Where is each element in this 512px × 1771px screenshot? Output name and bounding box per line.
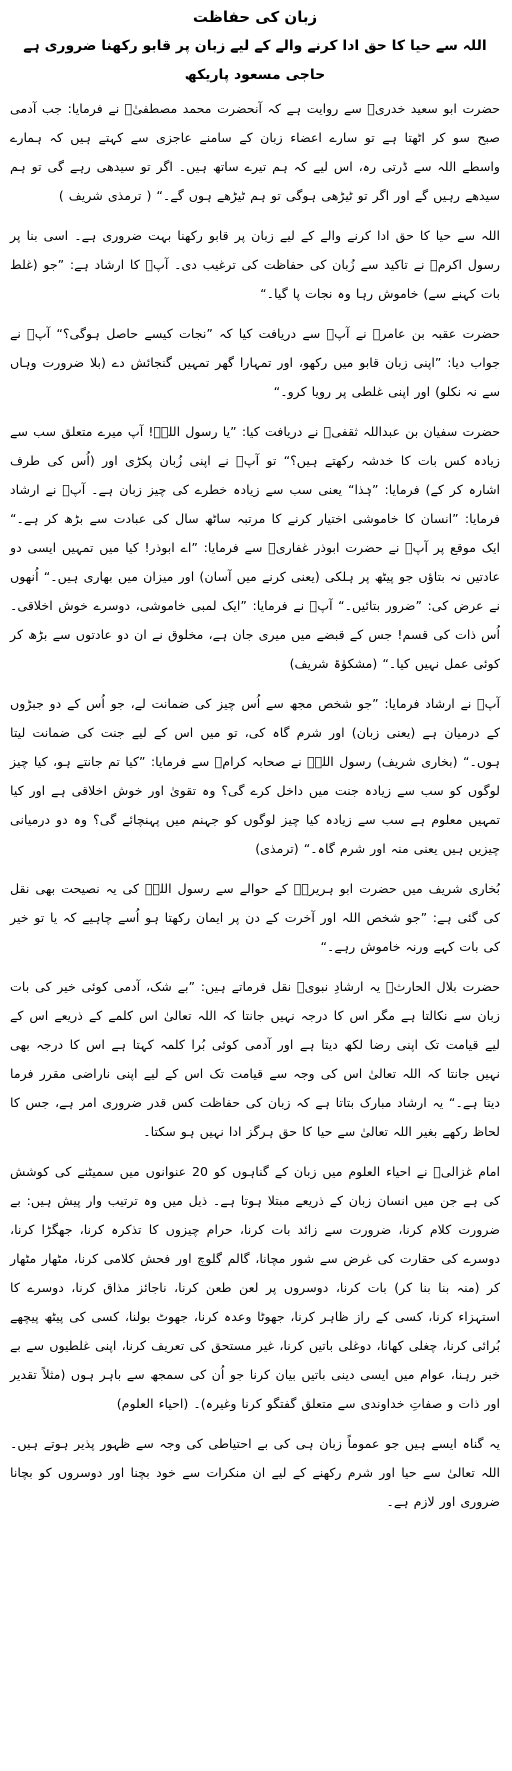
article-author: حاجی مسعود پاریکھ (184, 67, 326, 83)
paragraph-2: اللہ سے حیا کا حق ادا کرنے والے کے لیے زبان پر قابو رکھنا بہت ضروری ہے۔ اسی بنا پر رسول اکرمؐ نے تاکید سے زُبان کی حفاظت کی ترغیب دی۔ آپؐ کا ارشاد ہے: ”جو (غلط بات کہنے سے) خاموش رہا وہ نجات پا گیا۔“ (10, 228, 500, 301)
paragraph-8: امام غزالیؒ نے احیاء العلوم میں زبان کے گناہوں کو 20 عنوانوں میں سمیٹنے کی کوشش کی ہے جن میں انسان زبان کے ذریعے مبتلا ہوتا ہے۔ ذیل میں وہ ترتیب وار پیش ہیں: بے ضرورت کلام کرنا، ضرورت سے زائد بات کرنا، حرام چیزوں کا تذکرہ کرنا، جھگڑا کرنا، دوسرے کی حقارت کی غرض سے شور مچانا، گالم گلوچ اور فحش کلامی کرنا، مٹھار مٹھار کر (منہ بنا بنا کر) بات کرنا، دوسروں پر لعن طعن کرنا، ناجائز مذاق کرنا، دوسرے کا استہزاء کرنا، کسی کے راز ظاہر کرنا، جھوٹا وعدہ کرنا، جھوٹ بولنا، کسی کی پیٹھ پیچھے بُرائی کرنا، چغلی کھانا، دوغلی باتیں کرنا، غیر مستحق کی تعریف کرنا، اپنی غلطیوں سے بے خبر رہنا، عوام میں ایسی دینی باتیں بیان کرنا جو اُن کی سمجھ سے باہر ہوں (مثلاً تقدیر اور ذات و صفاتِ خداوندی سے متعلق گفتگو کرنا وغیرہ)۔ (احیاء العلوم) (10, 1164, 500, 1411)
paragraph-5: آپؐ نے ارشاد فرمایا: ”جو شخص مجھ سے اُس چیز کی ضمانت لے، جو اُس کے دو جبڑوں کے درمیان ہے (یعنی زبان) اور شرم گاہ کی، تو میں اس کے لیے جنت کی ضمانت لیتا ہوں۔“ (بخاری شریف) رسول اللہؐ نے صحابہ کرامؓ سے فرمایا: ”کیا تم جانتے ہو، کیا چیز لوگوں کو سب سے زیادہ جنت میں داخل کرے گی؟ وہ تقویٰ اور خوش اخلاقی ہے اور کیا تمہیں معلوم ہے سب سے زیادہ کیا چیز لوگوں کو جہنم میں پہنچائے گی؟ وہ دو درمیانی چیزیں ہیں یعنی منہ اور شرم گاہ۔“ (ترمذی) (10, 696, 500, 856)
paragraph-1: حضرت ابو سعید خدریؓ سے روایت ہے کہ آنحضرت محمد مصطفیٰؐ نے فرمایا: جب آدمی صبح سو کر اٹھتا ہے تو سارے اعضاء زبان کے سامنے عاجزی سے کہتے ہیں کہ ہمارے واسطے اللہ سے ڈرتی رہ، اس لیے کہ ہم تیرے ساتھ ہیں۔ اگر تو سیدھی رہے گی تو ہم سیدھے رہیں گے اور اگر تو ٹیڑھی ہوگی تو ہم ٹیڑھے ہوں گے۔“ ( ترمذی شریف ) (10, 101, 500, 203)
paragraph-6: بُخاری شریف میں حضرت ابو ہریرہؓ کے حوالے سے رسول اللہؐ کی یہ نصیحت بھی نقل کی گئی ہے: ”جو شخص اللہ اور آخرت کے دن پر ایمان رکھتا ہو اُسے چاہیے کہ یا تو خیر کی بات کہے ورنہ خاموش رہے۔“ (10, 881, 500, 954)
article-subtitle: اللہ سے حیا کا حق ادا کرنے والے کے لیے زبان پر قابو رکھنا ضروری ہے (23, 38, 487, 54)
paragraph-4: حضرت سفیان بن عبداللہ ثقفیؓ نے دریافت کیا: ”یا رسول اللہؐ! آپ میرے متعلق سب سے زیادہ کس بات کا خدشہ رکھتے ہیں؟“ تو آپؐ نے اپنی زُبان پکڑی اور (اُس کی طرف اشارہ کر کے) فرمایا: ”ہٰذا“ یعنی سب سے زیادہ خطرے کی چیز زبان ہے۔ آپؐ نے ارشاد فرمایا: ”انسان کا خاموشی اختیار کرنے کا مرتبہ ساٹھ سال کی عبادت سے بڑھ کر ہے۔“ ایک موقع پر آپؐ نے حضرت ابوذر غفاریؓ سے فرمایا: ”اے ابوذر! کیا میں تمہیں ایسی دو عادتیں نہ بتاؤں جو پیٹھ پر ہلکی (یعنی کرنے میں آسان) اور میزان میں بھاری ہیں۔“ اُنھوں نے عرض کی: ”ضرور بتائیں۔“ آپؐ نے فرمایا: ”ایک لمبی خاموشی، دوسرے خوش اخلاقی۔ اُس ذات کی قسم! جس کے قبضے میں میری جان ہے، مخلوق نے ان دو عادتوں سے بڑھ کر کوئی عمل نہیں کیا۔“ (مشکوٰۃ شریف) (10, 424, 500, 671)
article-title: زبان کی حفاظت (192, 8, 318, 26)
paragraph-9: یہ گناہ ایسے ہیں جو عموماً زبان ہی کی بے احتیاطی کی وجہ سے ظہور پذیر ہوتے ہیں۔ اللہ تعالیٰ سے حیا اور شرم رکھنے کے لیے ان منکرات سے خود بچنا اور دوسروں کو بچانا ضروری اور لازم ہے۔ (10, 1436, 500, 1509)
paragraph-7: حضرت بلال الحارثؓ یہ ارشادِ نبویؐ نقل فرماتے ہیں: ”بے شک، آدمی کوئی خیر کی بات زبان سے نکالتا ہے مگر اس کا درجہ نہیں جانتا کہ اللہ تعالیٰ اس کلمے کے ذریعے اس کے لیے قیامت تک اپنی رضا لکھ دیتا ہے اور آدمی کوئی بُرا کلمہ کہتا ہے اس کا درجہ بھی نہیں جانتا کہ اللہ تعالیٰ اس کی وجہ سے قیامت تک اس کے لیے اپنی ناراضی مقرر فرما دیتا ہے۔“ یہ ارشاد مبارک بتاتا ہے کہ زبان کی حفاظت کس قدر ضروری امر ہے، جس کا لحاظ رکھے بغیر اللہ تعالیٰ سے حیا کا حق ہرگز ادا نہیں ہو سکتا۔ (10, 979, 500, 1139)
paragraph-3: حضرت عقبہ بن عامرؓ نے آپؐ سے دریافت کیا کہ ”نجات کیسے حاصل ہوگی؟“ آپؐ نے جواب دیا: ”اپنی زبان قابو میں رکھو، اور تمہارا گھر تمہیں گنجائش دے (بلا ضرورت وہاں سے نہ نکلو) اور اپنی غلطی پر رویا کرو۔“ (10, 326, 500, 399)
